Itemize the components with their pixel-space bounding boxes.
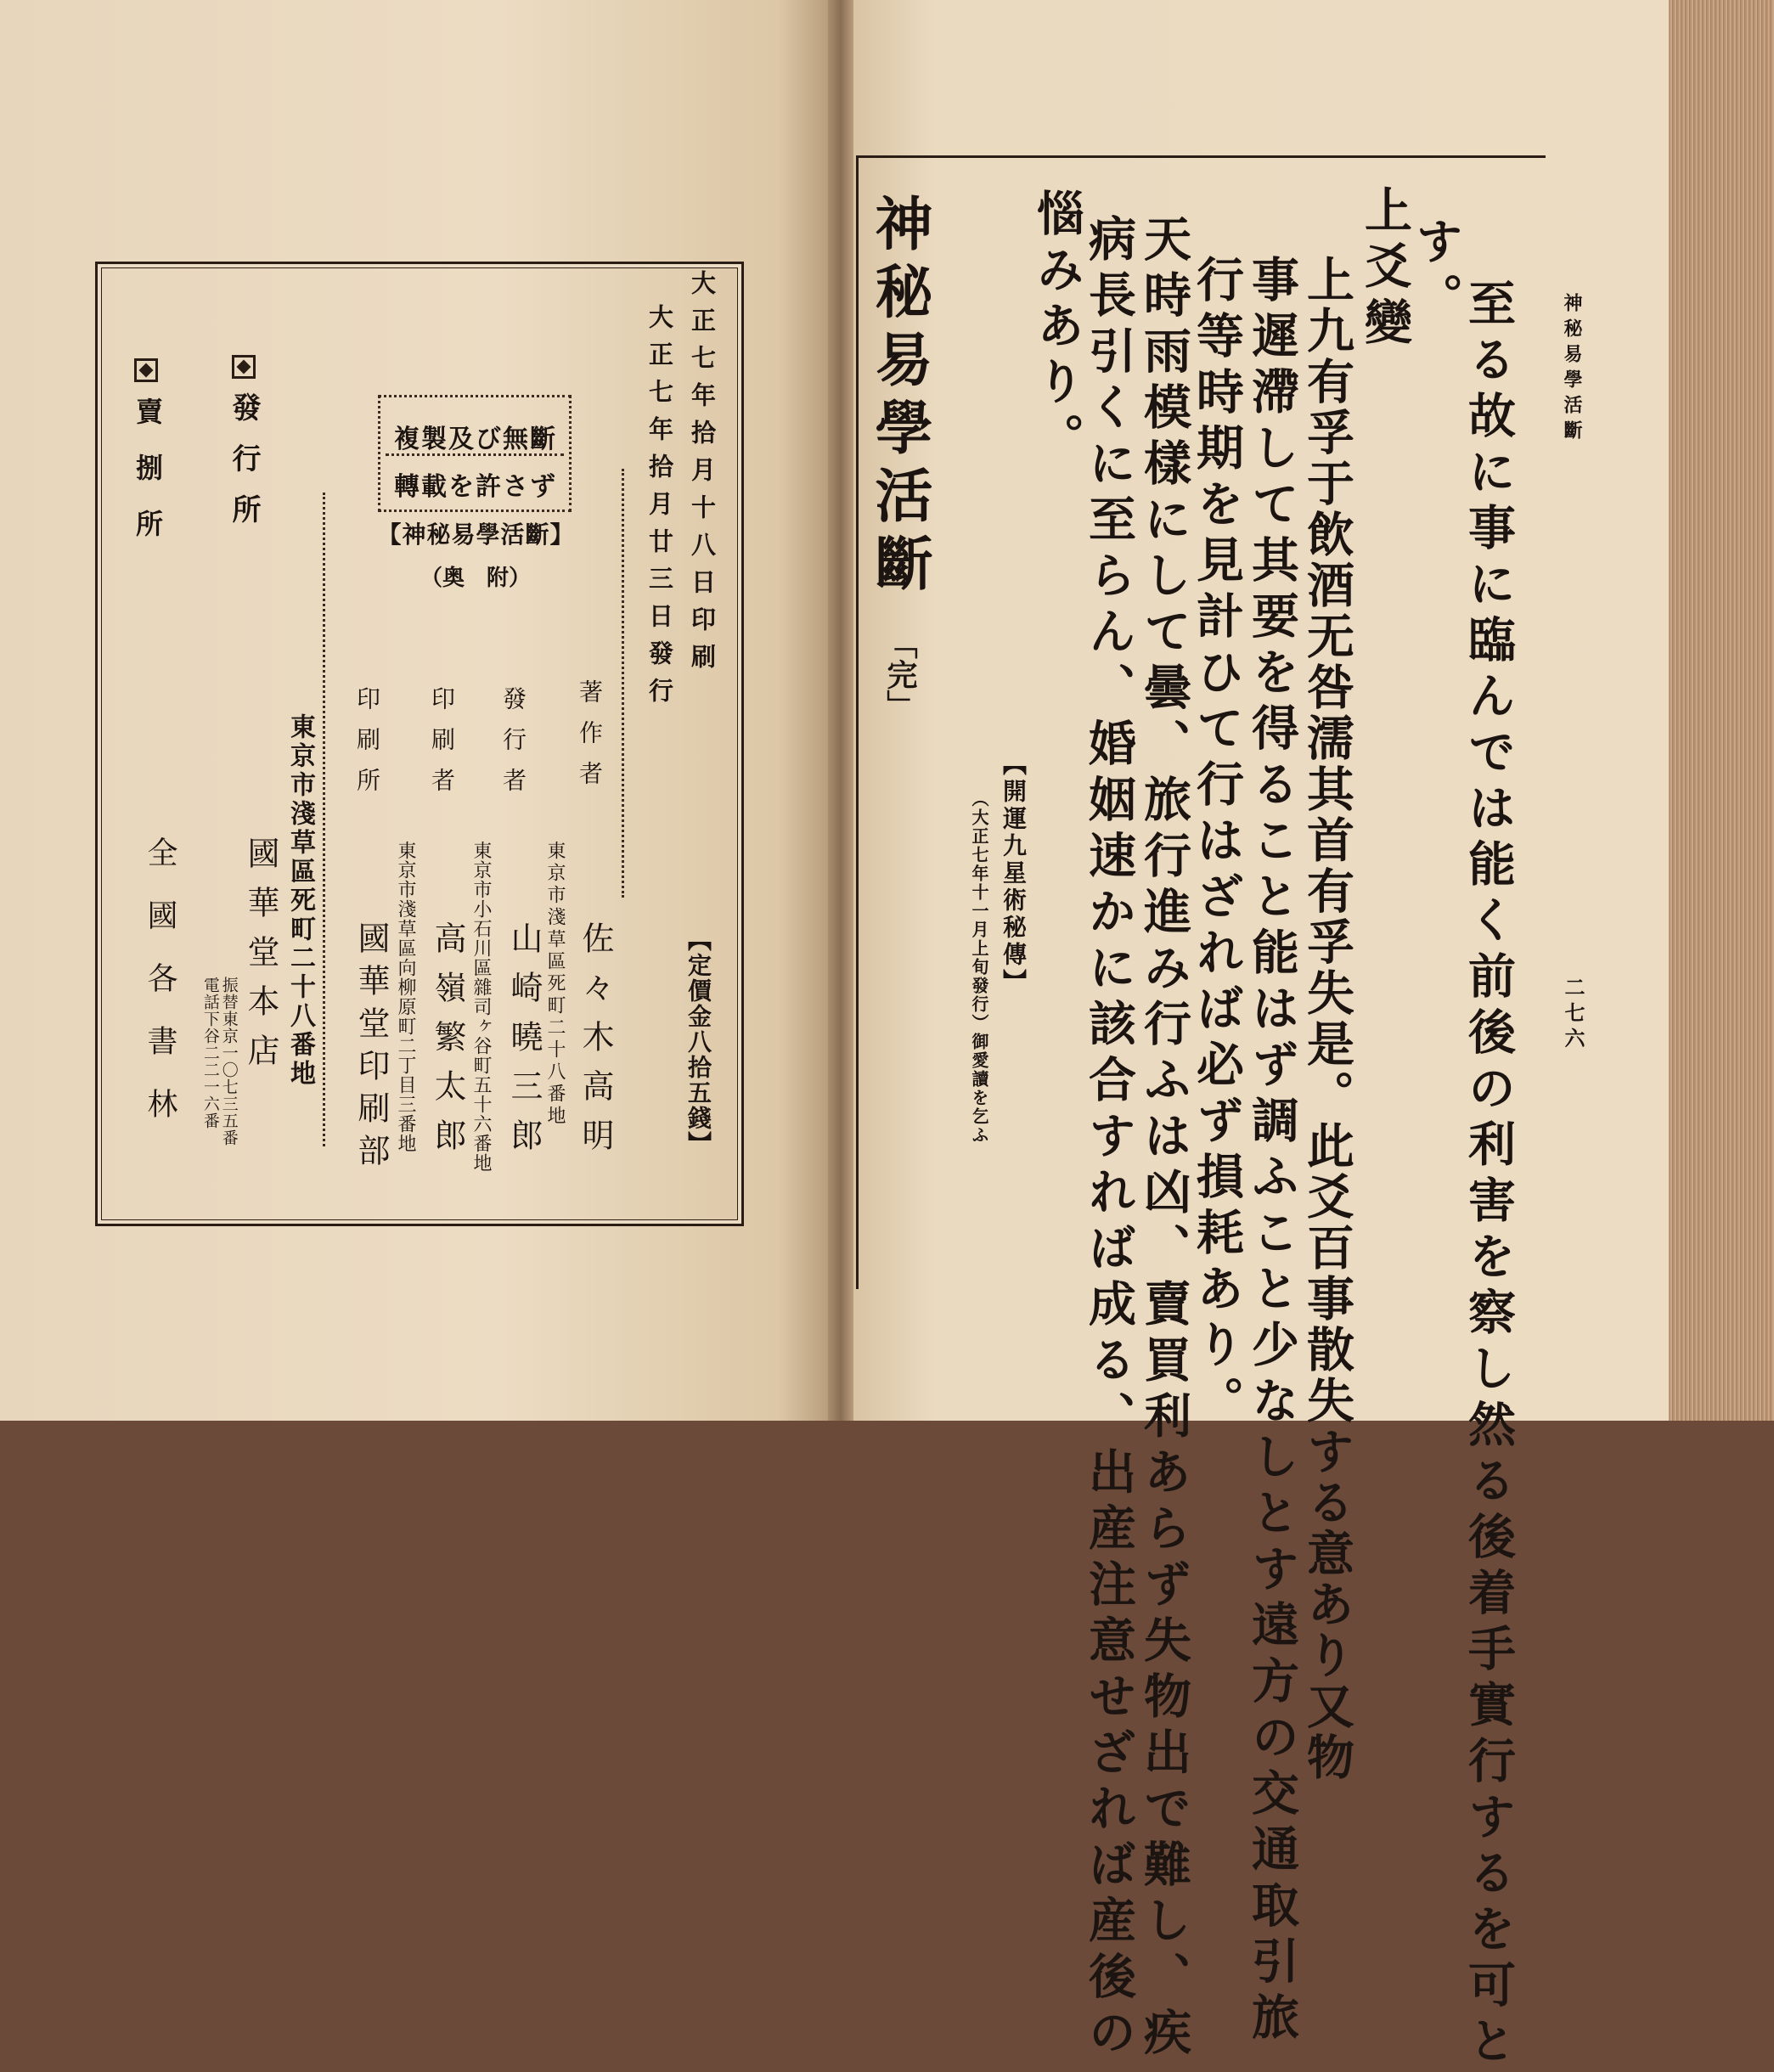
body-column-3: 上爻變 xyxy=(1357,185,1413,353)
body-column-4: 上九有孚于飲酒无咎濡其首有孚失是。此爻百事散失する意あり又物 xyxy=(1299,255,1355,1783)
author-name: 佐々木高明 xyxy=(577,921,614,1168)
printer-name: 高嶺繁太郎 xyxy=(429,921,466,1168)
top-rule xyxy=(856,155,1546,158)
body-column-6: 行等時期を見計ひて行はざれば必ず損耗あり。 xyxy=(1189,255,1245,1432)
sales-name: 全國各書林 xyxy=(143,836,177,1151)
body-column-8: 病長引くに至らん、婚姻速かに該合すれば成る、出産注意せざれば産後の xyxy=(1081,214,1137,2064)
left-rule xyxy=(856,155,859,1289)
publishing-house-label: 發行所 xyxy=(227,392,261,545)
printed-date: 大正七年拾月十八日印刷 xyxy=(688,270,717,681)
publishing-house-mark xyxy=(232,355,256,384)
diamond-mark-icon-2 xyxy=(134,358,158,382)
printshop-label: 印刷所 xyxy=(353,686,381,808)
body-column-1: 至る故に事に臨んでは能く前後の利害を察し然る後着手實行するを可と xyxy=(1461,279,1517,2072)
printshop-name: 國華堂印刷部 xyxy=(352,921,390,1176)
ad-note: （大正七年十一月上旬發行）御愛讀を乞ふ xyxy=(969,790,989,1145)
publishing-house-name: 國華堂本店 xyxy=(242,836,279,1083)
author-address: 東京市淺草區死町二十八番地 xyxy=(544,841,566,1128)
issued-date: 大正七年拾月廿三日發行 xyxy=(645,304,674,715)
body-column-9: 惱みあり。 xyxy=(1029,189,1085,469)
diamond-mark-icon xyxy=(232,355,256,379)
notice-line-2: 轉載を許さず xyxy=(394,472,557,502)
left-page xyxy=(0,0,828,1421)
book-gutter xyxy=(828,0,853,1421)
publisher-address: 東京市小石川區雜司ヶ谷町五十六番地 xyxy=(470,841,492,1173)
body-column-5: 事遲滯して其要を得ること能はず調ふこと少なしとす遠方の交通取引旅 xyxy=(1244,255,1300,2048)
body-column-2: す。 xyxy=(1408,217,1464,329)
dotted-rule-left xyxy=(323,493,325,1146)
okuduke-label: （奥 附） xyxy=(420,566,531,591)
sales-label: 賣捌所 xyxy=(132,397,164,566)
printer-address: 東京市淺草區向柳原町二丁目三番地 xyxy=(395,841,416,1153)
page-edge xyxy=(1669,0,1774,1421)
publishing-house-address: 東京市淺草區死町二十八番地 xyxy=(285,713,315,1089)
notice-divider xyxy=(386,453,564,456)
sales-mark xyxy=(134,358,158,387)
end-mark: 「完」 xyxy=(882,628,918,720)
price-label: 【定價金八拾五錢】 xyxy=(684,927,712,1157)
body-column-7: 天時雨模樣にして曇、旅行進み行ふは凶、賣買利あらず失物出で難し、疾 xyxy=(1136,214,1192,2064)
printer-label: 印刷者 xyxy=(428,686,456,808)
publisher-label: 發行者 xyxy=(499,686,527,808)
ad-title: 【開運九星術秘傳】 xyxy=(1000,752,1028,996)
notice-line-1: 複製及び無斷 xyxy=(394,425,557,454)
copyright-notice-box xyxy=(378,395,572,512)
dotted-rule-right xyxy=(622,469,624,898)
publishing-house-contact: 振替東京一〇七三五番 電話下谷二二一六番 xyxy=(200,977,239,1163)
author-label: 著作者 xyxy=(576,679,604,802)
book-title: 【神秘易學活斷】 xyxy=(377,521,575,549)
running-head: 神秘易學活斷 xyxy=(1561,293,1583,446)
publisher-name: 山崎曉三郎 xyxy=(505,921,543,1168)
end-title: 神秘易學活斷 xyxy=(865,194,933,601)
right-page xyxy=(853,0,1669,2072)
page-number: 二七六 xyxy=(1561,977,1585,1053)
